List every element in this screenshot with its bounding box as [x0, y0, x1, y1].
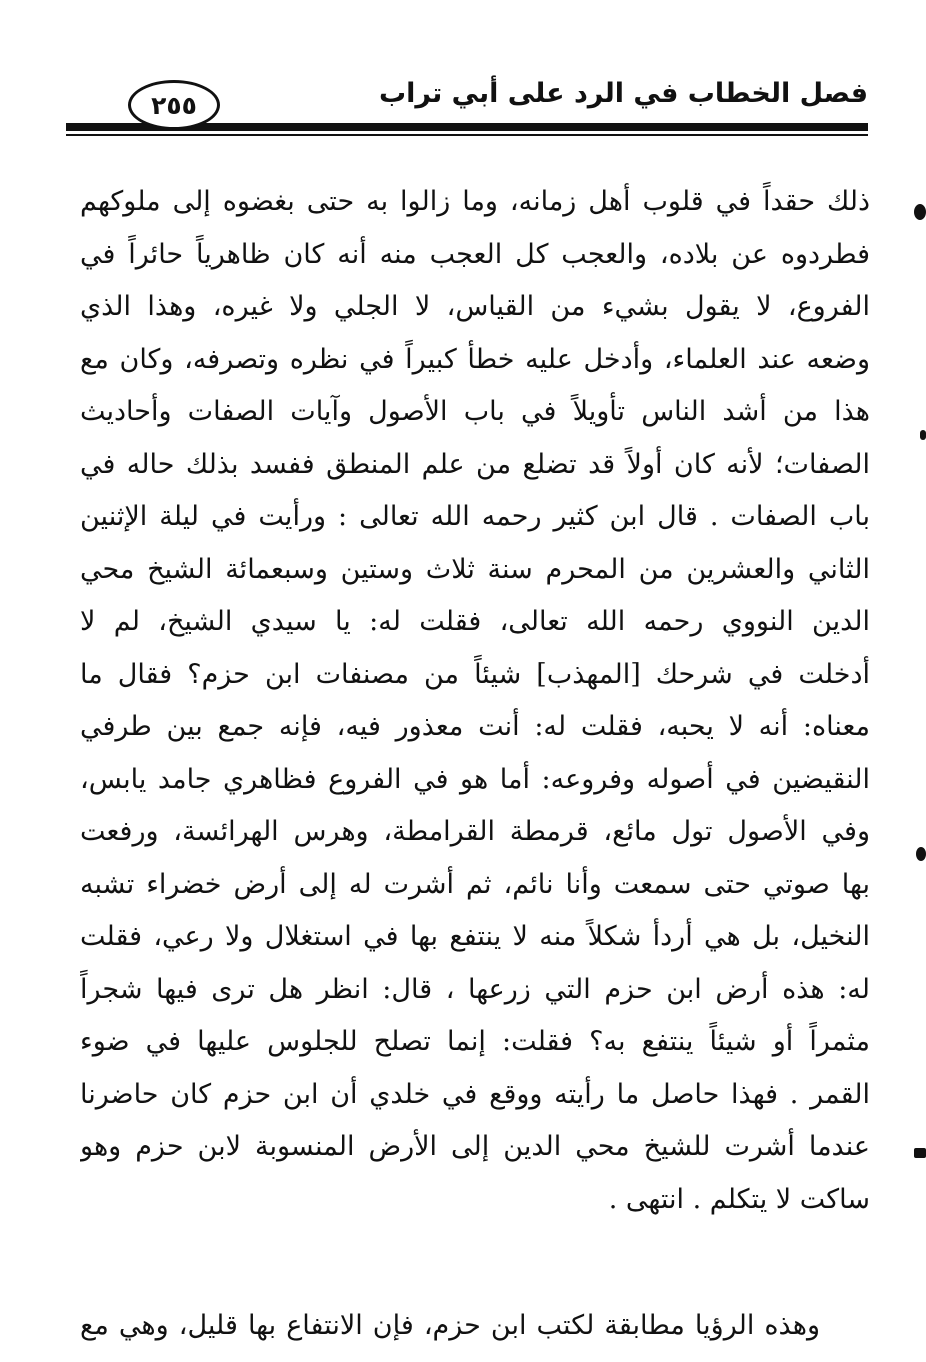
text-line: الدين النووي رحمه الله تعالى، فقلت له: يا سيدي الشيخ، لم لا [80, 606, 870, 637]
margin-mark [920, 430, 926, 440]
page-number-oval [128, 80, 220, 130]
text-line: معناه: أنه لا يحبه، فقلت له: أنت معذور فيه، فإنه جمع بين طرفي [80, 711, 870, 742]
text-line: ذلك حقداً في قلوب أهل زمانه، وما زالوا به حتى بغضوه إلى ملوكهم [80, 186, 870, 217]
text-line: الثاني والعشرين من المحرم سنة ثلاث وستين وسبعمائة الشيخ محي [80, 553, 870, 585]
header-rule-thin [66, 134, 868, 136]
text-line: له: هذه أرض ابن حزم التي زرعها ، قال: انظر هل ترى فيها شجراً [80, 973, 870, 1005]
text-line: ساكت لا يتكلم . انتهى . [608, 1183, 870, 1215]
text-line: القمر . فهذا حاصل ما رأيته ووقع في خلدي أن ابن حزم كان حاضرنا [80, 1078, 870, 1110]
page-header [0, 0, 926, 150]
margin-mark [914, 1148, 926, 1158]
text-line: باب الصفات . قال ابن كثير رحمه الله تعالى : ورأيت في ليلة الإثنين [80, 501, 870, 532]
text-line: وفي الأصول تول مائع، قرمطة القرامطة، وهرس الهرائسة، ورفعت [80, 816, 870, 847]
paragraph-two [80, 1300, 870, 1353]
text-line: هذا من أشد الناس تأويلاً في باب الأصول وآيات الصفات وأحاديث [80, 396, 870, 427]
text-line: مثمراً أو شيئاً ينتفع به؟ فقلت: إنما تصلح للجلوس عليها في ضوء [80, 1026, 870, 1057]
text-line: الصفات؛ لأنه كان أولاً قد تضلع من علم المنطق ففسد بذلك حاله في [80, 448, 870, 480]
text-line: فطردوه عن بلاده، والعجب كل العجب منه أنه كان ظاهرياً حائراً في [80, 238, 870, 270]
text-line: الفروع، لا يقول بشيء من القياس، لا الجلي ولا غيره، وهذا الذي [80, 291, 870, 322]
text-line: عندما أشرت للشيخ محي الدين إلى الأرض المنسوبة لابن حزم وهو [80, 1131, 870, 1162]
text-line: أدخلت في شرحك [المهذب] شيئاً من مصنفات ابن حزم؟ فقال ما [80, 658, 870, 690]
margin-mark [916, 847, 926, 861]
text-line: وضعه عند العلماء، وأدخل عليه خطأ كبيراً في نظره وتصرفه، وكان مع [80, 343, 870, 375]
text-line: وهذه الرؤيا مطابقة لكتب ابن حزم، فإن الانتفاع بها قليل، وهي مع [80, 1310, 820, 1341]
text-line: النقيضين في أصوله وفروعه: أما هو في الفروع فظاهري جامد يابس، [80, 763, 870, 795]
text-line: النخيل، بل هي أردأ شكلاً منه لا ينتفع بها في استغلال ولا رعي، فقلت [80, 921, 870, 952]
paragraph-one [80, 176, 870, 1226]
running-title: فصل الخطاب في الرد على أبي تراب [378, 78, 868, 109]
text-line: بها صوتي حتى سمعت وأنا نائم، ثم أشرت له إلى أرض خضراء تشبه [80, 868, 870, 900]
page-number: ٢٥٥ [151, 90, 197, 120]
margin-mark [914, 204, 926, 220]
